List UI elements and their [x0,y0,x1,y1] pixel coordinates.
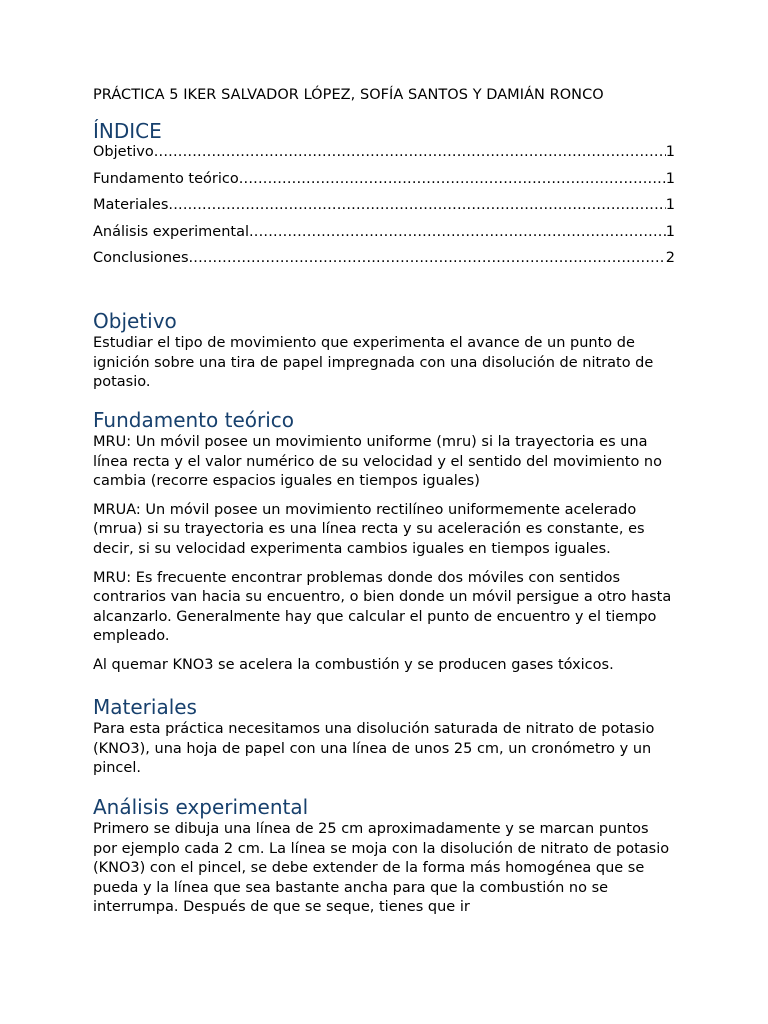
toc-entry-label: Fundamento teórico [93,170,239,187]
section-objetivo [93,309,675,402]
document-header: PRÁCTICA 5 IKER SALVADOR LÓPEZ, SOFÍA SANTOS Y DAMIÁN RONCO [93,87,604,103]
section-analisis [93,795,675,927]
toc-entry-analisis[interactable] [93,224,675,251]
paragraph: MRU: Es frecuente encontrar problemas donde dos móviles con sentidos contrarios van hacia su encuentro, o bien donde un móvil persigue a otro hasta alcanzarlo. Generalmente hay que calcular el punto de encuentro y el tiempo empleado. [93,569,672,645]
toc-entry-page: 1 [665,170,675,187]
section-materiales [93,695,675,788]
toc-dot-leader [249,224,666,240]
toc-entry-materiales[interactable] [93,197,675,224]
toc-entry-page: 1 [665,223,675,240]
table-of-contents [93,144,675,277]
toc-title: ÍNDICE [93,119,162,143]
toc-entry-fundamento[interactable] [93,171,675,198]
toc-entry-label: Materiales [93,197,169,213]
toc-entry-page: 2 [665,250,675,266]
paragraph: Primero se dibuja una línea de 25 cm aproximadamente y se marcan puntos por ejemplo cada 2 cm. La línea se moja con la disolución de nitrato de potasio (KNO3) con el pincel, se debe extender de la forma más homogénea que se pueda y la línea que sea bastante ancha para que la combustión no se interrumpa. Después de que se seque, tienes que ir [93,821,670,916]
section-heading: Materiales [93,695,197,719]
toc-entry-label: Conclusiones [93,250,189,266]
toc-dot-leader [189,250,666,266]
paragraph: Para esta práctica necesitamos una disolución saturada de nitrato de potasio (KNO3), una hoja de papel con una línea de unos 25 cm, un cronómetro y un pincel. [93,721,655,777]
paragraph: Al quemar KNO3 se acelera la combustión y se producen gases tóxicos. [93,656,614,673]
paragraph: Estudiar el tipo de movimiento que experimenta el avance de un punto de ignición sobre una tira de papel impregnada con una disolución de nitrato de potasio. [93,335,654,391]
toc-dot-leader [154,144,666,160]
section-heading: Objetivo [93,309,177,333]
toc-entry-conclusiones[interactable] [93,250,675,277]
paragraph: MRU: Un móvil posee un movimiento uniforme (mru) si la trayectoria es una línea recta y el valor numérico de su velocidad y el sentido del movimiento no cambia (recorre espacios iguales en tiempos iguales) [93,434,662,490]
toc-dot-leader [168,197,665,213]
toc-entry-page: 1 [665,197,675,213]
toc-entry-label: Objetivo [93,144,154,160]
section-heading: Análisis experimental [93,795,309,819]
toc-dot-leader [239,171,666,187]
toc-entry-label: Análisis experimental [93,223,249,240]
section-heading: Fundamento teórico [93,408,295,432]
section-fundamento [93,408,675,685]
paragraph: MRUA: Un móvil posee un movimiento rectilíneo uniformemente acelerado (mrua) si su trayectoria es una línea recta y su aceleración es constante, es decir, si su velocidad experimenta cambios iguales en tiempos iguales. [93,501,645,557]
toc-entry-objetivo[interactable] [93,144,675,171]
toc-entry-page: 1 [665,144,675,160]
